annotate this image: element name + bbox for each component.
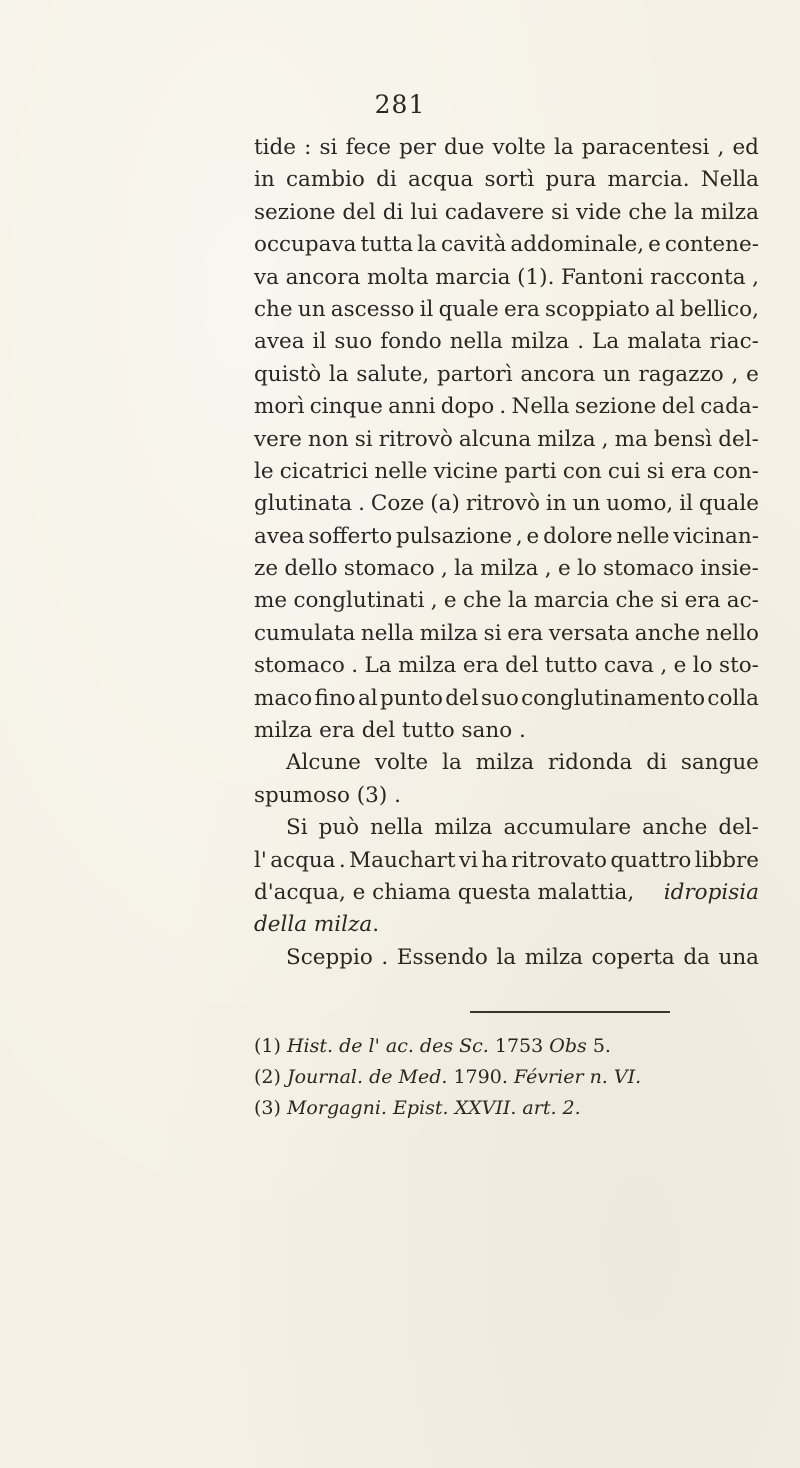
word: un xyxy=(572,491,601,517)
word: la xyxy=(553,135,574,160)
word: vicine xyxy=(433,458,499,484)
word: volte xyxy=(374,750,429,776)
text-line xyxy=(254,942,759,974)
text-line xyxy=(254,845,759,877)
word: e xyxy=(526,523,540,549)
word: volte xyxy=(492,135,546,160)
word: ac- xyxy=(726,588,759,614)
word: quistò xyxy=(254,361,322,387)
word: , xyxy=(752,264,759,290)
word: di xyxy=(376,167,397,193)
word: . xyxy=(338,847,346,873)
word: racconta xyxy=(650,264,746,290)
word: alcuna xyxy=(458,426,532,452)
word: il xyxy=(419,296,434,322)
word: : xyxy=(304,135,312,160)
word: che xyxy=(615,588,655,614)
word: parti xyxy=(504,458,557,484)
word: dolore xyxy=(543,523,613,549)
text-line xyxy=(254,683,759,715)
word: pulsazione xyxy=(395,523,513,549)
word: quale xyxy=(438,296,499,322)
word: cinque xyxy=(309,394,383,420)
word: sortì xyxy=(484,167,535,193)
word: avea xyxy=(254,523,305,549)
word: (a) xyxy=(430,491,460,517)
word: uomo, xyxy=(606,491,674,517)
word: sezione xyxy=(254,199,336,225)
footnote-1 xyxy=(254,1031,759,1062)
text-line xyxy=(254,553,759,585)
word: nella xyxy=(370,815,424,841)
word: si xyxy=(319,135,338,160)
word: colla xyxy=(707,685,759,711)
word: . xyxy=(499,394,507,420)
word: va xyxy=(254,264,279,290)
footnote-ref: Obs xyxy=(549,1035,587,1057)
word: anni xyxy=(388,394,436,420)
word: bensì xyxy=(653,426,713,452)
word: tide xyxy=(254,135,297,160)
word: del- xyxy=(718,815,759,841)
word: Alcune xyxy=(286,750,361,776)
word: milza xyxy=(524,944,583,970)
text-line: milza era del tutto sano . xyxy=(254,718,526,744)
word: (1). xyxy=(517,264,555,290)
word: del xyxy=(505,653,539,679)
word: dello xyxy=(284,556,338,582)
word: vicinan- xyxy=(673,523,759,549)
word: un xyxy=(297,296,326,322)
word: le xyxy=(254,458,274,484)
word: conglutinati xyxy=(293,588,425,614)
word: nello xyxy=(705,620,759,646)
word: marcia xyxy=(435,264,511,290)
word: lo xyxy=(692,653,713,679)
text-line xyxy=(254,359,759,391)
word: acqua xyxy=(407,167,474,193)
footnotes xyxy=(254,1031,759,1124)
word: accumulare xyxy=(503,815,632,841)
word: del- xyxy=(718,426,759,452)
footnote-marker: (3) xyxy=(254,1097,281,1119)
word: milza xyxy=(434,815,493,841)
word: . xyxy=(577,329,585,355)
word: vere xyxy=(254,426,302,452)
word: milza xyxy=(510,329,570,355)
word: acqua xyxy=(270,847,336,873)
word: era xyxy=(670,458,707,484)
word: stomaco xyxy=(343,556,435,582)
word: paracentesi xyxy=(581,135,710,160)
text-line xyxy=(254,909,759,941)
word: al xyxy=(357,685,378,711)
word: era xyxy=(503,296,540,322)
word: una xyxy=(718,944,759,970)
word: milza xyxy=(398,653,457,679)
word: sangue xyxy=(680,750,759,776)
word: fondo xyxy=(380,329,442,355)
word: per xyxy=(399,135,436,160)
word: Fantoni xyxy=(561,264,644,290)
word: fece xyxy=(345,135,392,160)
word: del xyxy=(445,685,479,711)
word: cumulata xyxy=(254,620,356,646)
word: milza xyxy=(700,199,759,225)
text-line xyxy=(254,132,759,164)
word: il xyxy=(679,491,693,517)
footnote-3 xyxy=(254,1093,759,1124)
word: di xyxy=(382,199,404,225)
word: tutta xyxy=(360,232,414,258)
body-text xyxy=(254,132,759,974)
text-line xyxy=(254,164,759,196)
word: la xyxy=(328,361,349,387)
word: cavità xyxy=(440,232,507,258)
word: e xyxy=(648,232,661,258)
word: che xyxy=(254,296,293,322)
word: cambio xyxy=(285,167,365,193)
footnote-divider xyxy=(470,1011,670,1013)
word: avea xyxy=(254,329,305,355)
word: insie- xyxy=(700,556,759,582)
word: milza xyxy=(537,426,596,452)
word: milza xyxy=(419,620,479,646)
word: si xyxy=(646,458,665,484)
word: . xyxy=(351,653,359,679)
word: che xyxy=(628,199,668,225)
word: . xyxy=(381,944,389,970)
text-line xyxy=(254,391,759,423)
word: e xyxy=(673,653,687,679)
word: ze xyxy=(254,556,279,582)
word: nelle xyxy=(374,458,428,484)
text-fragment: d'acqua, e chiama questa malattia, xyxy=(254,879,635,905)
word: , xyxy=(441,556,448,582)
word: sto- xyxy=(719,653,759,679)
word: Sceppio xyxy=(286,944,373,970)
word: , xyxy=(717,135,725,160)
word: con- xyxy=(712,458,759,484)
word: del xyxy=(342,199,376,225)
word: marcia xyxy=(533,588,610,614)
text-line xyxy=(254,262,759,294)
word: sofferto xyxy=(308,523,393,549)
word: e xyxy=(746,361,759,387)
word: Si xyxy=(286,815,308,841)
text-line xyxy=(254,521,759,553)
word: Coze xyxy=(370,491,425,517)
word: maco xyxy=(254,685,313,711)
word: il xyxy=(312,329,327,355)
word: la xyxy=(442,750,462,776)
text-line xyxy=(254,618,759,650)
word: cadavere xyxy=(444,199,545,225)
footnote-source: Hist. de l' ac. des Sc. xyxy=(286,1035,489,1057)
word: Essendo xyxy=(396,944,488,970)
word: nella xyxy=(360,620,415,646)
footnote-marker: (1) xyxy=(254,1035,281,1057)
footnote-source: Journal. de Med. xyxy=(286,1066,448,1088)
word: quattro xyxy=(610,847,692,873)
word: punto xyxy=(379,685,443,711)
word: si xyxy=(354,426,373,452)
footnote-2 xyxy=(254,1062,759,1093)
word: , xyxy=(660,653,668,679)
text-line xyxy=(254,747,759,779)
word: nella xyxy=(449,329,503,355)
word: salute, xyxy=(356,361,430,387)
word: occupava xyxy=(254,232,357,258)
footnote-year: 1753 xyxy=(494,1035,544,1057)
word: versata xyxy=(548,620,630,646)
text-line: spumoso (3) . xyxy=(254,782,401,808)
word: la xyxy=(673,199,694,225)
word: ridonda xyxy=(548,750,633,776)
footnote-ref-num: 5. xyxy=(592,1035,611,1057)
word: vide xyxy=(575,199,622,225)
word: marcia. xyxy=(607,167,690,193)
word: , xyxy=(731,361,739,387)
word: libbre xyxy=(694,847,759,873)
word: cava xyxy=(604,653,654,679)
word: anche xyxy=(642,815,708,841)
word: milza xyxy=(480,556,539,582)
word: ancora xyxy=(285,264,361,290)
word: ed xyxy=(732,135,759,160)
word: conglutinamento xyxy=(521,685,706,711)
word: , xyxy=(601,426,609,452)
word: l' xyxy=(254,847,267,873)
word: quale xyxy=(698,491,759,517)
word: ritrovò xyxy=(378,426,453,452)
word: . xyxy=(358,491,365,517)
word: lo xyxy=(576,556,597,582)
footnote-source: Morgagni. Epist. XXVII. art. 2. xyxy=(286,1097,581,1119)
word: non xyxy=(307,426,349,452)
word: coperta xyxy=(591,944,675,970)
word: vi xyxy=(458,847,478,873)
paragraph-4 xyxy=(254,942,759,974)
word: , xyxy=(544,556,552,582)
word: di xyxy=(646,750,667,776)
word: fino xyxy=(314,685,356,711)
text-line xyxy=(254,650,759,682)
word: stomaco xyxy=(603,556,694,582)
word: lui xyxy=(410,199,438,225)
word: bellico, xyxy=(680,296,759,322)
text-line xyxy=(254,197,759,229)
word: nelle xyxy=(616,523,670,549)
word: La xyxy=(592,329,620,355)
word: scoppiato xyxy=(545,296,650,322)
word: riac- xyxy=(709,329,759,355)
word: era xyxy=(684,588,721,614)
word: sezione xyxy=(574,394,657,420)
word: in xyxy=(254,167,275,193)
word: stomaco xyxy=(254,653,345,679)
word: tutto xyxy=(544,653,598,679)
word: la xyxy=(507,588,528,614)
footnote-ref: Février n. VI. xyxy=(513,1066,642,1088)
word: la xyxy=(454,556,474,582)
word: milza xyxy=(475,750,535,776)
word: al xyxy=(655,296,675,322)
word: con xyxy=(562,458,602,484)
word: addominale, xyxy=(510,232,645,258)
word: , xyxy=(430,588,438,614)
word: ascesso xyxy=(330,296,415,322)
word: si xyxy=(483,620,502,646)
word: dopo xyxy=(440,394,495,420)
word: si xyxy=(660,588,679,614)
word: , xyxy=(515,523,523,549)
word: me xyxy=(254,588,288,614)
footnote-marker: (2) xyxy=(254,1066,281,1088)
text-line xyxy=(254,585,759,617)
word: malata xyxy=(627,329,702,355)
word: da xyxy=(683,944,710,970)
paragraph-1 xyxy=(254,132,759,747)
word: pura xyxy=(545,167,597,193)
word: molta xyxy=(366,264,429,290)
text-line xyxy=(254,424,759,456)
italic-term: della milza xyxy=(254,912,373,938)
word: suo xyxy=(334,329,373,355)
word: che xyxy=(462,588,502,614)
word: cada- xyxy=(700,394,759,420)
word: in xyxy=(545,491,567,517)
paragraph-3 xyxy=(254,812,759,942)
word: Nella xyxy=(511,394,570,420)
word: ragazzo xyxy=(638,361,724,387)
word: due xyxy=(444,135,485,160)
word: ha xyxy=(481,847,508,873)
word: ritrovò xyxy=(465,491,540,517)
word: ritrovato xyxy=(511,847,607,873)
word: morì xyxy=(254,394,305,420)
footnote-year: 1790. xyxy=(453,1066,508,1088)
text-line xyxy=(254,229,759,261)
word: La xyxy=(364,653,392,679)
text-fragment: . xyxy=(372,912,380,938)
word: cicatrici xyxy=(279,458,369,484)
word: Mauchart xyxy=(349,847,456,873)
text-line xyxy=(254,877,759,909)
word: ma xyxy=(614,426,648,452)
word: Nella xyxy=(700,167,759,193)
word: glutinata xyxy=(254,491,353,517)
text-line xyxy=(254,456,759,488)
word: era xyxy=(462,653,499,679)
text-line xyxy=(254,812,759,844)
word: partorì xyxy=(436,361,513,387)
word: può xyxy=(318,815,360,841)
text-line xyxy=(254,294,759,326)
word: e xyxy=(443,588,457,614)
paragraph-2 xyxy=(254,747,759,812)
word: si xyxy=(551,199,570,225)
word: un xyxy=(602,361,631,387)
word: anche xyxy=(634,620,701,646)
text-line xyxy=(254,326,759,358)
word: cui xyxy=(607,458,641,484)
text-line xyxy=(254,488,759,520)
italic-term: idropisia xyxy=(663,879,759,905)
word: e xyxy=(557,556,571,582)
word: la xyxy=(417,232,437,258)
word: ancora xyxy=(520,361,596,387)
word: suo xyxy=(480,685,519,711)
word: contene- xyxy=(664,232,759,258)
page-number: 281 xyxy=(374,90,426,119)
word: era xyxy=(507,620,544,646)
word: del xyxy=(661,394,695,420)
word: la xyxy=(496,944,517,970)
